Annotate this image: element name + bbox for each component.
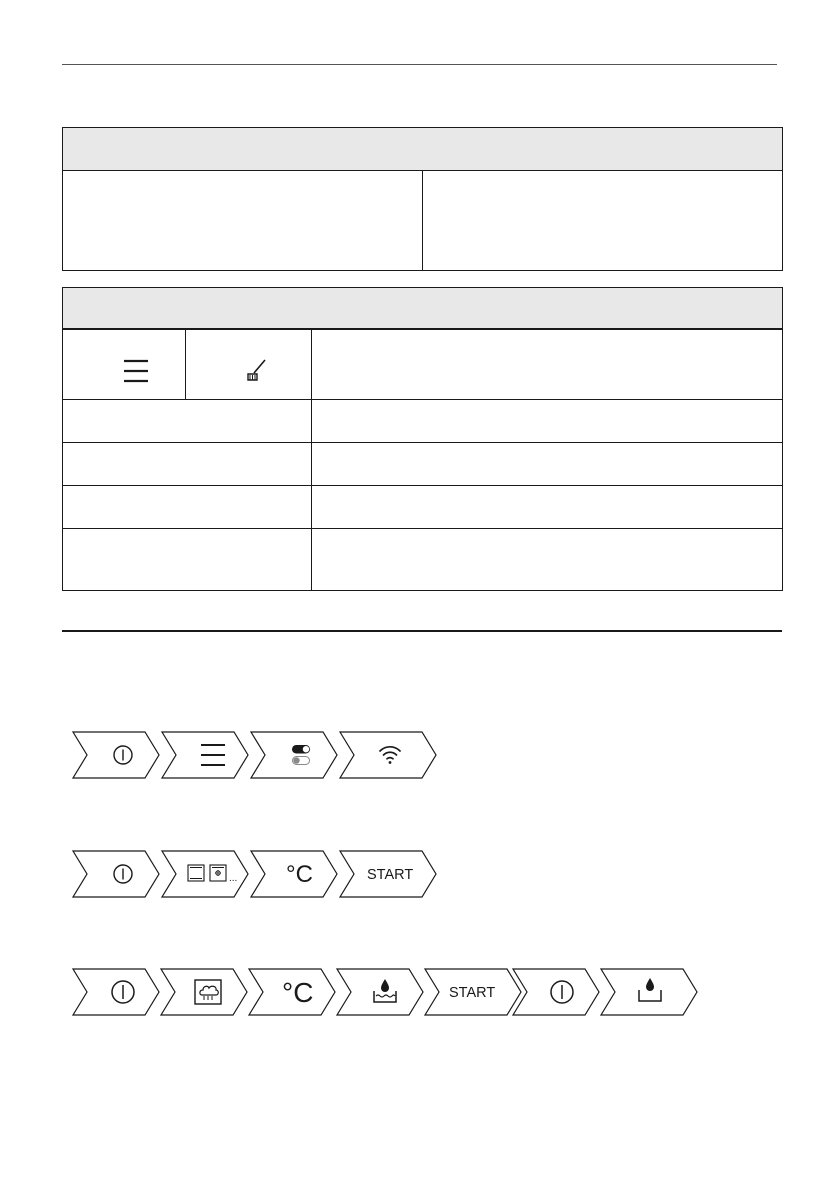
cleaning-brush-icon bbox=[243, 358, 273, 384]
seq1-step-toggle bbox=[251, 732, 337, 778]
table-2-column-divider bbox=[311, 330, 312, 590]
seq1-step-menu bbox=[162, 732, 248, 778]
table-1-column-divider bbox=[422, 170, 423, 270]
table-2-header-rule bbox=[62, 328, 782, 330]
sequence-3 bbox=[70, 966, 700, 1018]
seq1-step-power bbox=[73, 732, 159, 778]
sequence-1 bbox=[70, 729, 440, 781]
seq3-step-empty-water-tank bbox=[601, 969, 697, 1015]
seq2-step-oven-functions bbox=[162, 851, 248, 897]
seq3-step-start bbox=[425, 969, 521, 1015]
temperature-icon: °C bbox=[282, 977, 314, 1008]
table-2-frame bbox=[62, 287, 783, 591]
page-top-rule bbox=[62, 64, 777, 65]
table-2-row-rule bbox=[62, 528, 782, 529]
table-2-icon-divider bbox=[185, 330, 186, 399]
seq2-step-start bbox=[340, 851, 436, 897]
seq2-step-temperature bbox=[251, 851, 337, 897]
table-2-row-rule bbox=[62, 442, 782, 443]
seq1-step-wifi bbox=[340, 732, 436, 778]
temperature-icon: °C bbox=[286, 861, 313, 888]
start-label: START bbox=[367, 867, 414, 883]
table-2-row-rule bbox=[62, 399, 782, 400]
seq3-step-steam-function bbox=[161, 969, 247, 1015]
table-2-row-rule bbox=[62, 485, 782, 486]
seq3-step-power bbox=[513, 969, 599, 1015]
more-functions-ellipsis: ... bbox=[229, 873, 238, 884]
menu-icon bbox=[118, 356, 154, 386]
sequence-2 bbox=[70, 848, 440, 900]
seq3-step-fill-water-tank bbox=[337, 969, 423, 1015]
seq3-step-power bbox=[73, 969, 159, 1015]
seq3-step-temperature bbox=[249, 969, 335, 1015]
section-separator bbox=[62, 630, 782, 632]
start-label: START bbox=[449, 985, 496, 1001]
seq2-step-power bbox=[73, 851, 159, 897]
